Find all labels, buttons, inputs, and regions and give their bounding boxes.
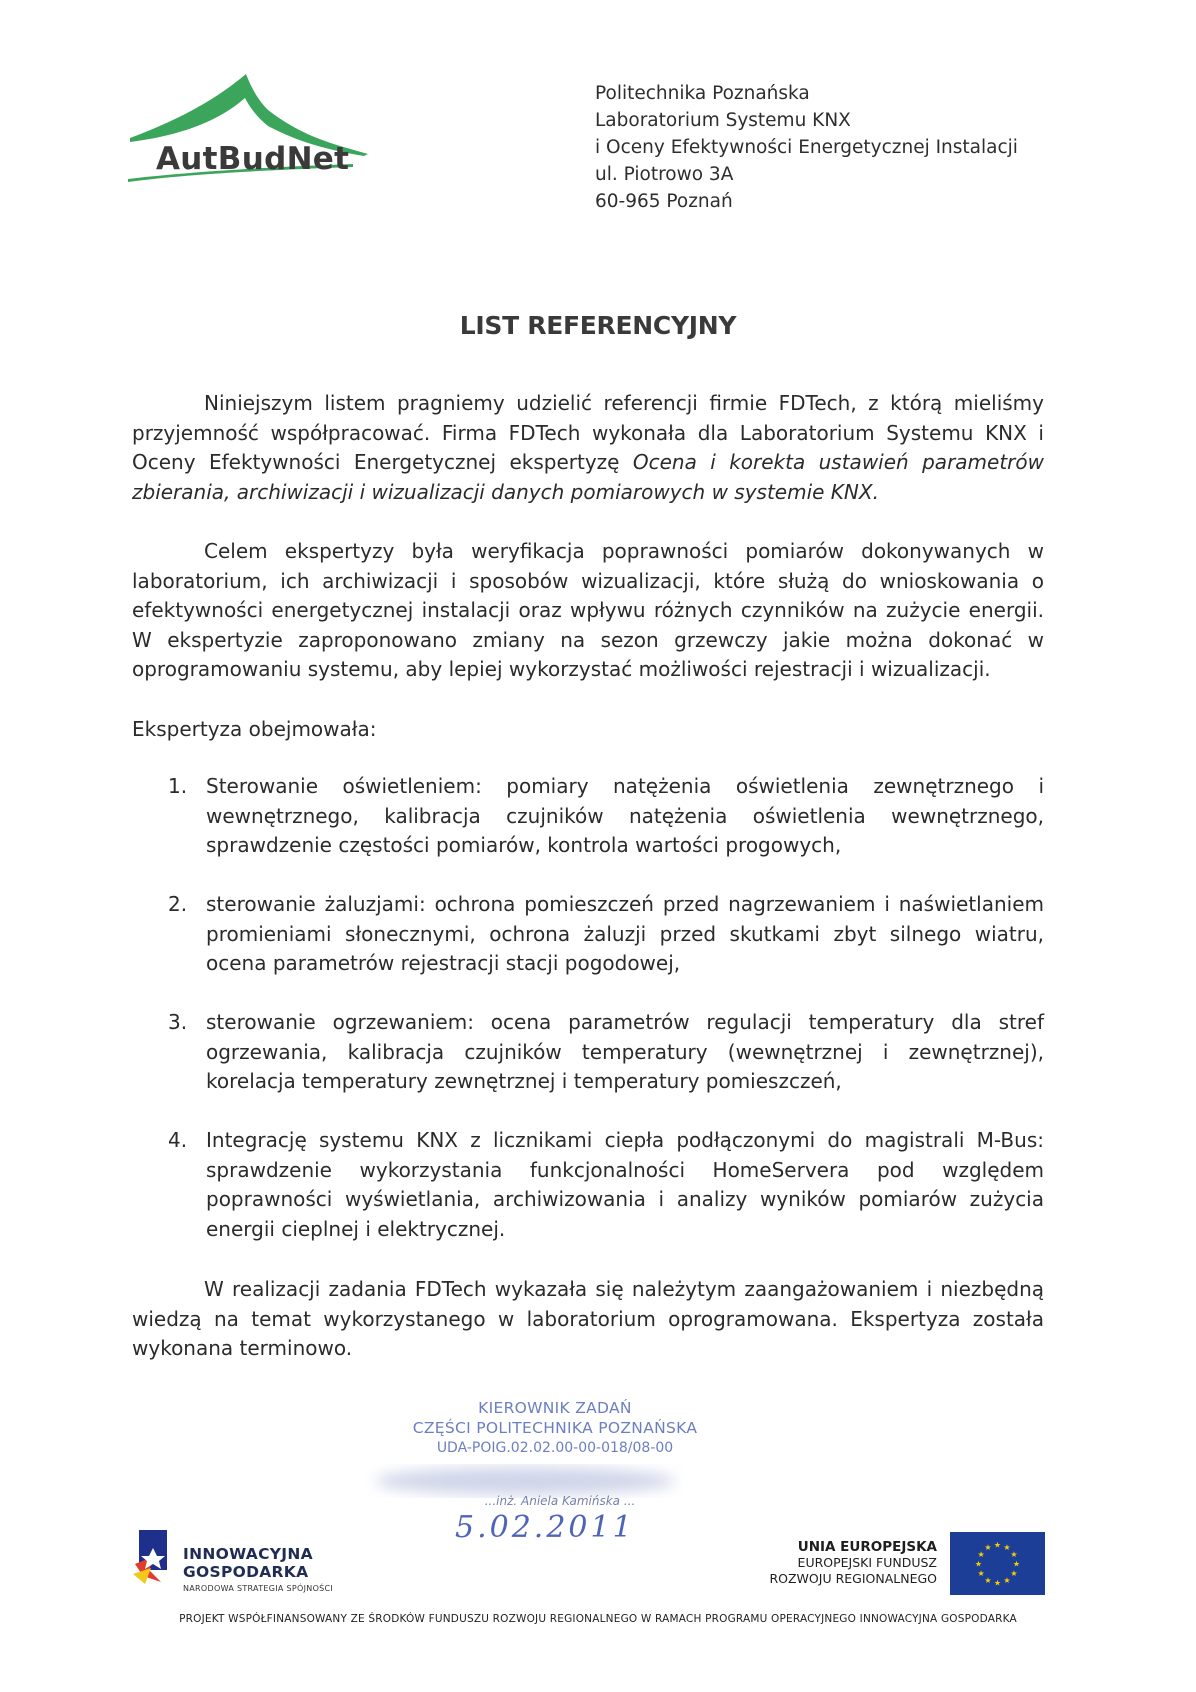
paragraph-text: Celem ekspertyzy była weryfikacja poprawności pomiarów dokonywanych w laboratorium, ich archiwizacji i sposobów wizualizacji, które służą do wnioskowania o efektywności energetycznej instalacji oraz wpływu różnych czynników na zużycie energii. W ekspertyzie zaproponowano zmiany na sezon grzewczy jakie można dokonać w oprogramowaniu systemu, aby lepiej wykorzystać możliwości rejestracji i wizualizacji.	[132, 539, 1044, 681]
eu-star-icon: ★	[977, 1550, 985, 1559]
list-item-number: 2.	[168, 892, 188, 916]
innowacyjna-gospodarka-text	[183, 1545, 333, 1593]
eu-fund-text	[740, 1539, 937, 1587]
list-item	[168, 1008, 1044, 1097]
list-item-number: 4.	[168, 1128, 188, 1152]
logo-line: NARODOWA STRATEGIA SPÓJNOŚCI	[183, 1584, 334, 1593]
logo-line: INNOWACYJNA	[183, 1545, 313, 1563]
innowacyjna-gospodarka-icon	[133, 1530, 173, 1588]
eu-star-icon: ★	[1010, 1550, 1018, 1559]
eu-star-icon: ★	[1010, 1569, 1018, 1578]
official-stamp	[380, 1398, 730, 1458]
list-item	[168, 772, 1044, 861]
eu-star-icon: ★	[977, 1569, 985, 1578]
list-item	[168, 1126, 1044, 1244]
eu-star-icon: ★	[993, 1540, 1002, 1550]
eu-star-icon: ★	[1012, 1559, 1021, 1569]
eu-star-icon: ★	[984, 1575, 992, 1585]
footer-note: PROJEKT WSPÓŁFINANSOWANY ZE ŚRODKÓW FUNDUSZU ROZWOJU REGIONALNEGO W RAMACH PROGRAMU OPERACYJNEGO INNOWACYJNA GOSPODARKA	[179, 1613, 1017, 1625]
paragraph-text: Niniejszym listem pragniemy udzielić referencji firmie FDTech, z którą mieliśmy przyjemność współpracować. Firma FDTech wykonała dla Laboratorium Systemu KNX i Oceny Efektywności Energetycznej ekspertyzę	[132, 391, 1044, 474]
eu-star-icon: ★	[993, 1578, 1002, 1588]
scope-list	[168, 890, 1044, 979]
paragraph-scope-heading: Ekspertyza obejmowała:	[132, 717, 377, 741]
address-line: Laboratorium Systemu KNX	[595, 110, 851, 131]
autbudnet-logo	[128, 72, 378, 197]
address-line: ul. Piotrowo 3A	[595, 164, 734, 185]
logo-line: GOSPODARKA	[183, 1563, 309, 1581]
paragraph-intro	[132, 389, 1044, 507]
stamp-line: KIEROWNIK ZADAŃ	[478, 1399, 632, 1417]
eu-star-icon: ★	[1003, 1543, 1011, 1553]
list-item	[168, 890, 1044, 979]
paragraph-closing	[132, 1275, 1044, 1364]
list-item-number: 1.	[168, 774, 188, 798]
list-item-text: sterowanie żaluzjami: ochrona pomieszczeń przed nagrzewaniem i naświetlaniem promieniami słonecznymi, ochrona żaluzji przed skutkami zbyt silnego wiatru, ocena parametrów rejestracji stacji pogodowej,	[206, 892, 1044, 975]
roof-icon	[128, 72, 378, 197]
address-line: i Oceny Efektywności Energetycznej Instalacji	[595, 137, 1018, 158]
scope-list	[168, 1126, 1044, 1244]
scope-list	[168, 772, 1044, 861]
scope-list	[168, 1008, 1044, 1097]
logo-line: EUROPEJSKI FUNDUSZ	[797, 1555, 937, 1570]
paragraph-goal	[132, 537, 1044, 685]
address-line: 60-965 Poznań	[595, 191, 733, 212]
eu-star-icon: ★	[974, 1559, 983, 1569]
list-item-text: sterowanie ogrzewaniem: ocena parametrów regulacji temperatury dla stref ogrzewania, kalibracja czujników temperatury (wewnętrznej i zewnętrznej), korelacja temperatury zewnętrznej i temperatury pomieszczeń,	[206, 1010, 1044, 1093]
logo-text: AutBudNet	[156, 141, 350, 177]
document-title: LIST REFERENCYJNY	[459, 311, 737, 340]
list-item-text: Integrację systemu KNX z licznikami ciepła podłączonymi do magistrali M-Bus: sprawdzenie wykorzystania funkcjonalności HomeServera pod względem poprawności wyświetlania, archiwizowania i analizy wyników pomiarów zużycia energii cieplnej i elektrycznej.	[206, 1128, 1044, 1241]
list-item-text: Sterowanie oświetleniem: pomiary natężenia oświetlenia zewnętrznego i wewnętrznego, kalibracja czujników natężenia oświetlenia wewnętrznego, sprawdzenie częstości pomiarów, kontrola wartości progowych,	[206, 774, 1044, 857]
logo-line: UNIA EUROPEJSKA	[797, 1539, 937, 1555]
stamp-line: UDA-POIG.02.02.00-00-018/08-00	[436, 1440, 674, 1456]
eu-star-icon: ★	[1003, 1575, 1011, 1585]
paragraph-italic: Ocena i korekta ustawień parametrów zbierania, archiwizacji i wizualizacji danych pomiarowych w systemie KNX.	[132, 450, 1044, 504]
eu-flag-icon	[950, 1532, 1045, 1595]
logo-line: ROZWOJU REGIONALNEGO	[769, 1571, 937, 1586]
stamp-name: ...inż. Aniela Kamińska ...	[484, 1494, 636, 1508]
list-item-number: 3.	[168, 1010, 188, 1034]
handwritten-date: 5.02.2011	[455, 1510, 635, 1545]
address-line: Politechnika Poznańska	[595, 83, 810, 104]
stamp-line: CZĘŚCI POLITECHNIKA POZNAŃSKA	[412, 1419, 698, 1437]
eu-star-icon: ★	[984, 1543, 992, 1553]
paragraph-text: W realizacji zadania FDTech wykazała się należytym zaangażowaniem i niezbędną wiedzą na temat wykorzystanego w laboratorium oprogramowana. Ekspertyza została wykonana terminowo.	[132, 1277, 1044, 1360]
address-block	[595, 80, 1018, 215]
